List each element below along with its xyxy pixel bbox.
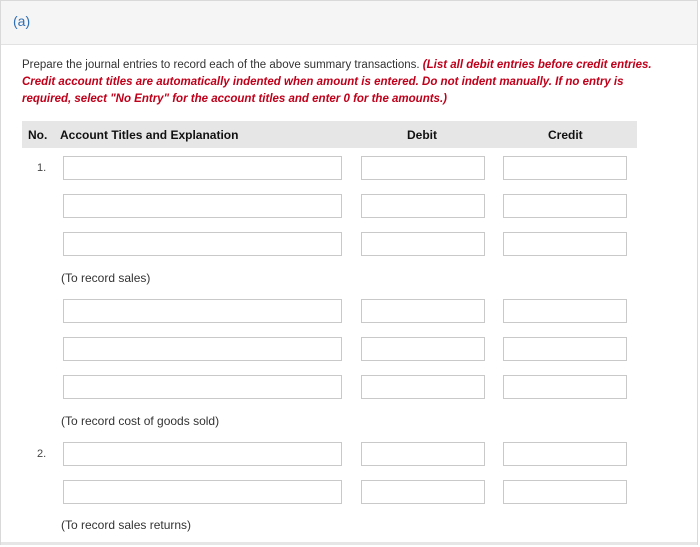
account-title-input[interactable] xyxy=(63,442,342,466)
debit-input[interactable] xyxy=(361,156,485,180)
entry-memo-sales-returns: (To record sales returns) xyxy=(61,518,192,532)
instructions xyxy=(22,57,672,108)
header-no: No. xyxy=(28,128,48,142)
account-title-input[interactable] xyxy=(63,337,342,361)
entry-number-2: 2. xyxy=(37,448,47,460)
debit-input[interactable] xyxy=(361,299,485,323)
header-credit: Credit xyxy=(548,128,583,142)
header-debit: Debit xyxy=(407,128,437,142)
debit-input[interactable] xyxy=(361,337,485,361)
account-title-input[interactable] xyxy=(63,299,342,323)
instructions-emphasis: (List all debit entries before credit entries. Credit account titles are automatically indented when amount is entered. Do not indent manually. If no entry is required, select "No Entry" for the account titles and enter 0 for the amounts.) xyxy=(22,59,652,105)
panel-bottom-edge xyxy=(1,542,697,545)
part-label: (a) xyxy=(13,13,31,29)
credit-input[interactable] xyxy=(503,480,627,504)
account-title-input[interactable] xyxy=(63,375,342,399)
account-title-input[interactable] xyxy=(63,232,342,256)
credit-input[interactable] xyxy=(503,442,627,466)
entry-number-1: 1. xyxy=(37,162,47,174)
entry-memo-sales: (To record sales) xyxy=(61,271,151,285)
debit-input[interactable] xyxy=(361,480,485,504)
instructions-text: Prepare the journal entries to record each of the above summary transactions. xyxy=(22,59,423,71)
part-header xyxy=(1,1,697,45)
debit-input[interactable] xyxy=(361,375,485,399)
credit-input[interactable] xyxy=(503,232,627,256)
debit-input[interactable] xyxy=(361,194,485,218)
credit-input[interactable] xyxy=(503,156,627,180)
credit-input[interactable] xyxy=(503,194,627,218)
account-title-input[interactable] xyxy=(63,194,342,218)
credit-input[interactable] xyxy=(503,299,627,323)
credit-input[interactable] xyxy=(503,337,627,361)
account-title-input[interactable] xyxy=(63,480,342,504)
debit-input[interactable] xyxy=(361,232,485,256)
entry-memo-cost-of-goods-sold: (To record cost of goods sold) xyxy=(61,414,220,428)
debit-input[interactable] xyxy=(361,442,485,466)
account-title-input[interactable] xyxy=(63,156,342,180)
header-account-titles: Account Titles and Explanation xyxy=(60,128,239,142)
journal-table-header xyxy=(22,121,637,148)
credit-input[interactable] xyxy=(503,375,627,399)
